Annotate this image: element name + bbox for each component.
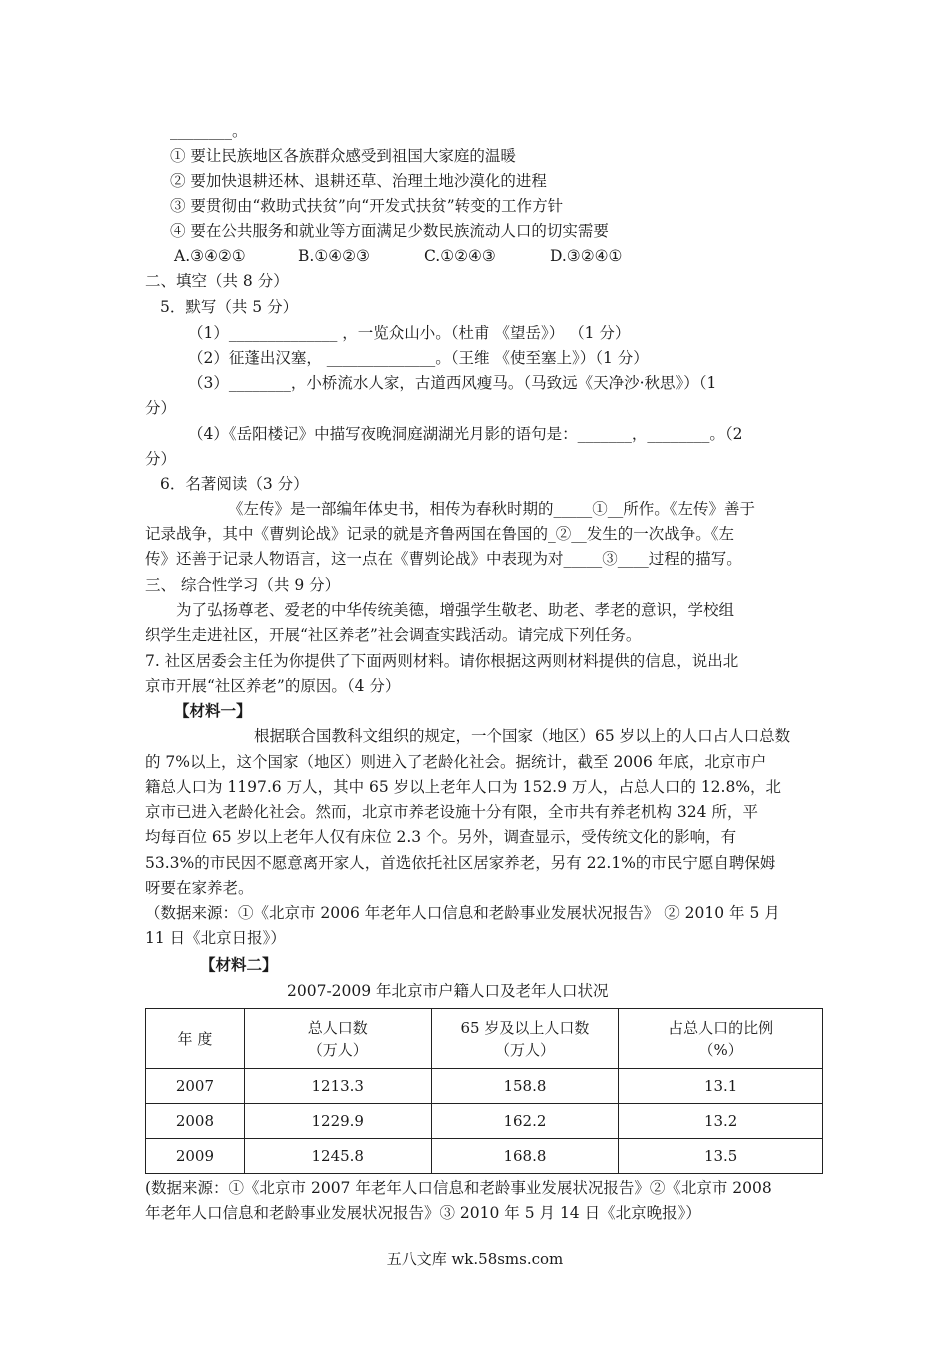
- material1-line-1: 根据联合国教科文组织的规定，一个国家（地区）65 岁以上的人口占人口总数: [254, 727, 791, 745]
- q5-item-4-cont: 分）: [145, 450, 177, 468]
- header-ratio-unit: （%）: [698, 1040, 743, 1059]
- header-total-unit: （万人）: [307, 1040, 368, 1059]
- header-ratio-label: 占总人口的比例: [668, 1018, 774, 1037]
- cell-elderly: 158.8: [431, 1069, 619, 1104]
- q5-item-4: （4）《岳阳楼记》中描写夜晚洞庭湖湖光月影的语句是：_______，________。（2: [188, 425, 743, 443]
- cell-elderly: 168.8: [431, 1139, 619, 1174]
- q4-choice-c: C.①②④③: [424, 247, 496, 265]
- q5-item-2: （2）征蓬出汉塞， ______________。（王维 《使至塞上》）（1 分）: [188, 349, 649, 367]
- cell-total: 1213.3: [244, 1069, 431, 1104]
- material2-label: 【材料二】: [200, 955, 278, 974]
- q6-line-1: 《左传》是一部编年体史书，相传为春秋时期的_____①__所作。《左传》善于: [228, 500, 756, 518]
- q4-option-1: ① 要让民族地区各族群众感受到祖国大家庭的温暖: [170, 147, 516, 165]
- footer-watermark: 五八文库 wk.58sms.com: [386, 1250, 564, 1268]
- material1-line-7: 呀要在家养老。: [145, 879, 254, 897]
- header-year: 年 度: [146, 1009, 245, 1069]
- intro-line-1: 为了弘扬尊老、爱老的中华传统美德，增强学生敬老、助老、孝老的意识，学校组: [176, 601, 735, 619]
- table-row: [146, 1069, 823, 1104]
- cell-ratio: 13.5: [619, 1139, 823, 1174]
- q7-line-1: 7. 社区居委会主任为你提供了下面两则材料。请你根据这两则材料提供的信息，说出北: [145, 652, 739, 670]
- cell-year: 2008: [146, 1104, 245, 1139]
- material1-line-6: 53.3%的市民因不愿意离开家人，首选依托社区居家养老，另有 22.1%的市民宁愿自聘保姆: [145, 854, 776, 872]
- header-ratio: [619, 1009, 823, 1069]
- header-total: [244, 1009, 431, 1069]
- q5-item-3-cont: 分）: [145, 399, 177, 417]
- cell-ratio: 13.2: [619, 1104, 823, 1139]
- population-table: [145, 1008, 823, 1174]
- table-row: [146, 1104, 823, 1139]
- cell-total: 1245.8: [244, 1139, 431, 1174]
- q4-answer-blank: ________。: [170, 122, 248, 140]
- q6-line-2: 记录战争，其中《曹刿论战》记录的就是齐鲁两国在鲁国的_②__发生的一次战争。《左: [145, 525, 735, 543]
- table-row: [146, 1139, 823, 1174]
- header-elderly: [431, 1009, 619, 1069]
- q4-option-4: ④ 要在公共服务和就业等方面满足少数民族流动人口的切实需要: [170, 222, 609, 240]
- material1-source-2: 11 日《北京日报》）: [145, 929, 286, 947]
- q5-item-1: （1）______________ ，一览众山小。（杜甫 《望岳》） （1 分）: [188, 324, 631, 342]
- material1-label: 【材料一】: [174, 701, 252, 720]
- q5-item-3: （3）________，小桥流水人家，古道西风瘦马。（马致远《天净沙·秋思》）（1: [188, 374, 717, 392]
- header-elderly-unit: （万人）: [494, 1040, 555, 1059]
- material1-source-1: （数据来源：①《北京市 2006 年老年人口信息和老龄事业发展状况报告》 ② 2010 年 5 月: [145, 904, 780, 922]
- q4-choice-a: A.③④②①: [174, 247, 246, 265]
- table-title: 2007-2009 年北京市户籍人口及老年人口状况: [287, 982, 609, 1000]
- cell-elderly: 162.2: [431, 1104, 619, 1139]
- material1-line-3: 籍总人口为 1197.6 万人，其中 65 岁以上老年人口为 152.9 万人，占总人口的 12.8%，北: [145, 778, 782, 796]
- cell-year: 2007: [146, 1069, 245, 1104]
- q7-line-2: 京市开展“社区养老”的原因。（4 分）: [145, 677, 401, 695]
- header-total-label: 总人口数: [307, 1018, 368, 1037]
- intro-line-2: 织学生走进社区，开展“社区养老”社会调查实践活动。请完成下列任务。: [145, 626, 642, 644]
- header-elderly-label: 65 岁及以上人口数: [460, 1018, 590, 1037]
- q4-option-2: ② 要加快退耕还林、退耕还草、治理土地沙漠化的进程: [170, 172, 547, 190]
- section2-title: 二、填空（共 8 分）: [145, 272, 289, 290]
- material1-line-4: 京市已进入老龄化社会。然而，北京市养老设施十分有限，全市共有养老机构 324 所，平: [145, 803, 758, 821]
- cell-year: 2009: [146, 1139, 245, 1174]
- cell-ratio: 13.1: [619, 1069, 823, 1104]
- q4-choice-d: D.③②④①: [550, 247, 623, 265]
- q6-title: 6．名著阅读（3 分）: [160, 475, 309, 493]
- material2-source-2: 年老年人口信息和老龄事业发展状况报告》③ 2010 年 5 月 14 日《北京晚报》）: [145, 1204, 701, 1222]
- q6-line-3: 传》还善于记录人物语言，这一点在《曹刿论战》中表现为对_____③____过程的描写。: [145, 550, 742, 568]
- material2-source-1: (数据来源：①《北京市 2007 年老年人口信息和老龄事业发展状况报告》②《北京市 2008: [145, 1179, 772, 1197]
- material1-line-5: 均每百位 65 岁以上老年人仅有床位 2.3 个。另外，调查显示，受传统文化的影响，有: [145, 828, 737, 846]
- cell-total: 1229.9: [244, 1104, 431, 1139]
- material1-line-2: 的 7%以上，这个国家（地区）则进入了老龄化社会。据统计，截至 2006 年底，北京市户: [145, 753, 767, 771]
- section3-title: 三、 综合性学习（共 9 分）: [145, 576, 341, 594]
- q4-choice-b: B.①④②③: [298, 247, 370, 265]
- q4-option-3: ③ 要贯彻由“救助式扶贫”向“开发式扶贫”转变的工作方针: [170, 197, 564, 215]
- q5-title: 5．默写（共 5 分）: [160, 298, 299, 316]
- table-header-row: [146, 1009, 823, 1069]
